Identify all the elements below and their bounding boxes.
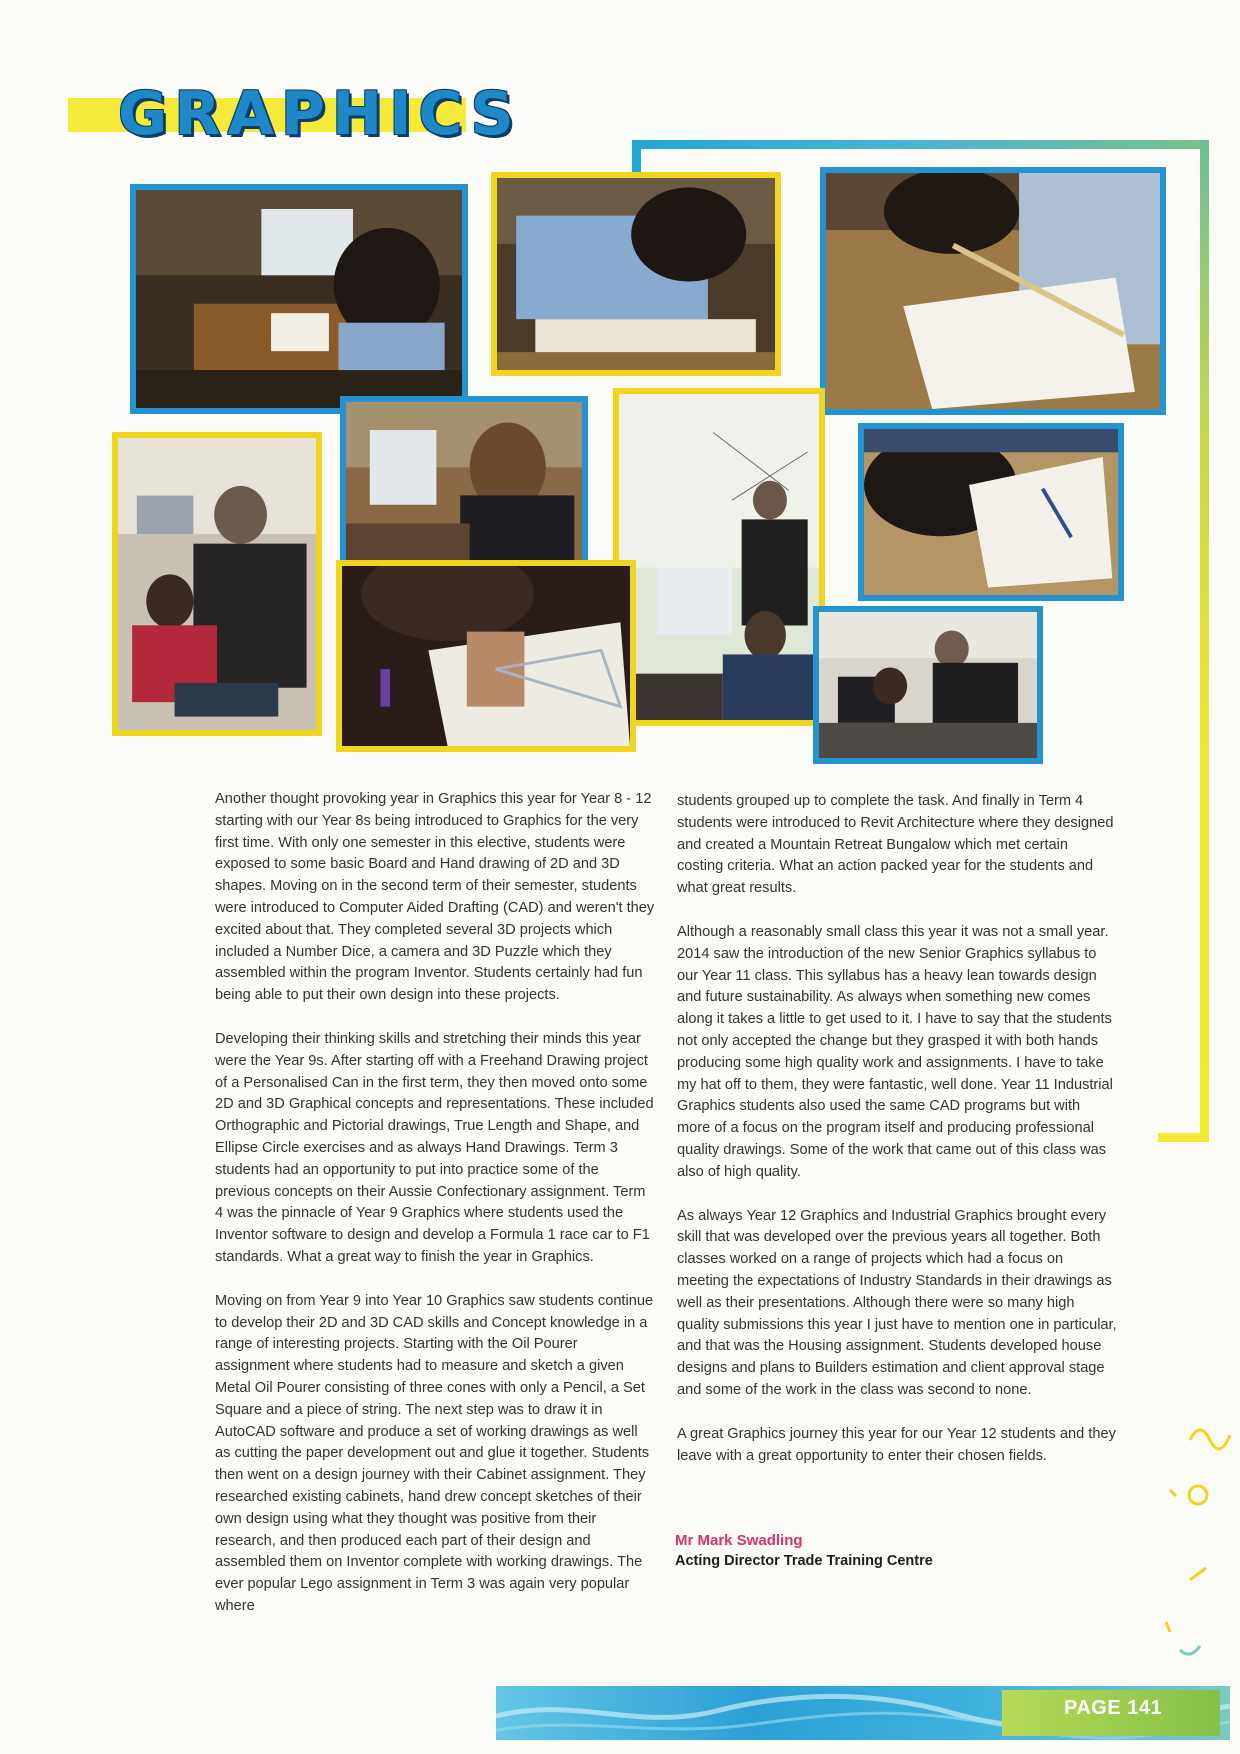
signature-role: Acting Director Trade Training Centre	[675, 1553, 933, 1569]
paragraph-year-9: Developing their thinking skills and stretching their minds this year were the Year 9s. After starting off with a Freehand Drawing project of a Personalised Can in the first term, they then moved onto some 2D and 3D Graphical concepts and representations. These included Orthographic and Pictorial drawings, True Length and Shape, and Ellipse Circle exercises and as always Hand Drawings. Term 3 students had an opportunity to put into practice some of the previous concepts on their Aussie Confectionary assignment. Term 4 was the pinnacle of Year 9 Graphics where students used the Inventor software to design and develop a Formula 1 race car to F1 standards. What a great way to finish the year in Graphics.	[215, 1030, 654, 1265]
column-left	[215, 789, 655, 1618]
paragraph-year-8: Another thought provoking year in Graphics this year for Year 8 - 12 starting with our Year 8s being introduced to Graphics for the very first time. With only one semester in this elective, students were exposed to some basic Board and Hand drawing of 2D and 3D shapes. Moving on in the second term of their semester, students were introduced to Computer Aided Drafting (CAD) and weren't they excited about that. They completed several 3D projects which included a Number Dice, a camera and 3D Puzzle which they assembled within the program Inventor. Students certainly had fun being able to put their own design into these projects.	[215, 791, 655, 1004]
photo-student-computer	[130, 184, 468, 414]
frame-line-bottom	[1158, 1133, 1209, 1142]
signature-name: Mr Mark Swadling	[675, 1532, 803, 1549]
photo-student-ruler	[491, 172, 781, 376]
photo-girl-monitor	[340, 396, 588, 578]
paragraph-year-10: Moving on from Year 9 into Year 10 Graphics saw students continue to develop their 2D and 3D CAD skills and Concept knowledge in a range of interesting projects. Starting with the Oil Pourer assignment where students had to measure and sketch a given Metal Oil Pourer consisting of three cones with only a Pencil, a Set Square and a piece of string. The next step was to draw it in AutoCAD software and produce a set of working drawings as well as cutting the paper development out and glue it together. Students then went on a design journey with their Cabinet assignment. They researched existing cabinets, hand drew concept sketches of their own design using what they thought was positive from their research, and then produced each part of their design and assembled them on Inventor complete with working drawings. The ever popular Lego assignment in Term 3 was again very popular where	[215, 1292, 654, 1614]
page-number: PAGE 141	[1064, 1697, 1163, 1719]
column-right	[677, 791, 1117, 1467]
page-title: GRAPHICS	[118, 79, 521, 149]
paragraph-year-11: Although a reasonably small class this year it was not a small year. 2014 saw the introduction of the new Senior Graphics syllabus to our Year 11 class. This syllabus has a heavy lean towards design and future sustainability. As always when something new comes along it takes a little to get used to it. I have to say that the students not only accepted the change but they grasped it with both hands producing some high quality work and assignments. I have to take my hat off to them, they were fantastic, well done. Year 11 Industrial Graphics students also used the same CAD programs but with more of a focus on the program itself and producing professional quality drawings. Some of the work that came out of this class was also of high quality.	[677, 923, 1113, 1180]
photo-student-pencil	[858, 423, 1124, 601]
paragraph-revit: students grouped up to complete the task. And finally in Term 4 students were introduced to Revit Architecture where they designed and created a Mountain Retreat Bungalow which met certain costing criteria. What an action packed year for the students and what great results.	[677, 793, 1114, 897]
photo-whiteboard	[613, 388, 825, 726]
photo-drawing-pencil	[336, 560, 636, 752]
decorative-doodles	[1150, 1400, 1240, 1700]
frame-line-left	[632, 140, 641, 174]
frame-line-top	[632, 140, 1208, 149]
frame-line-right	[1200, 140, 1209, 1142]
photo-student-sketch	[820, 167, 1166, 415]
photo-computer-lab	[813, 606, 1043, 764]
paragraph-year-12: As always Year 12 Graphics and Industrial Graphics brought every skill that was developed over the previous years all together. Both classes worked on a range of projects which had a focus on meeting the expectations of Industry Standards in their drawings as well as their presentations. Although there were so many high quality submissions this year I just have to mention one in particular, and that was the Housing assignment. Students developed house designs and plans to Builders estimation and client approval stage and some of the work in the class was second to none.	[677, 1207, 1117, 1398]
paragraph-closing: A great Graphics journey this year for our Year 12 students and they leave with a great opportunity to enter their chosen fields.	[677, 1425, 1116, 1464]
photo-teacher-helping	[112, 432, 322, 736]
